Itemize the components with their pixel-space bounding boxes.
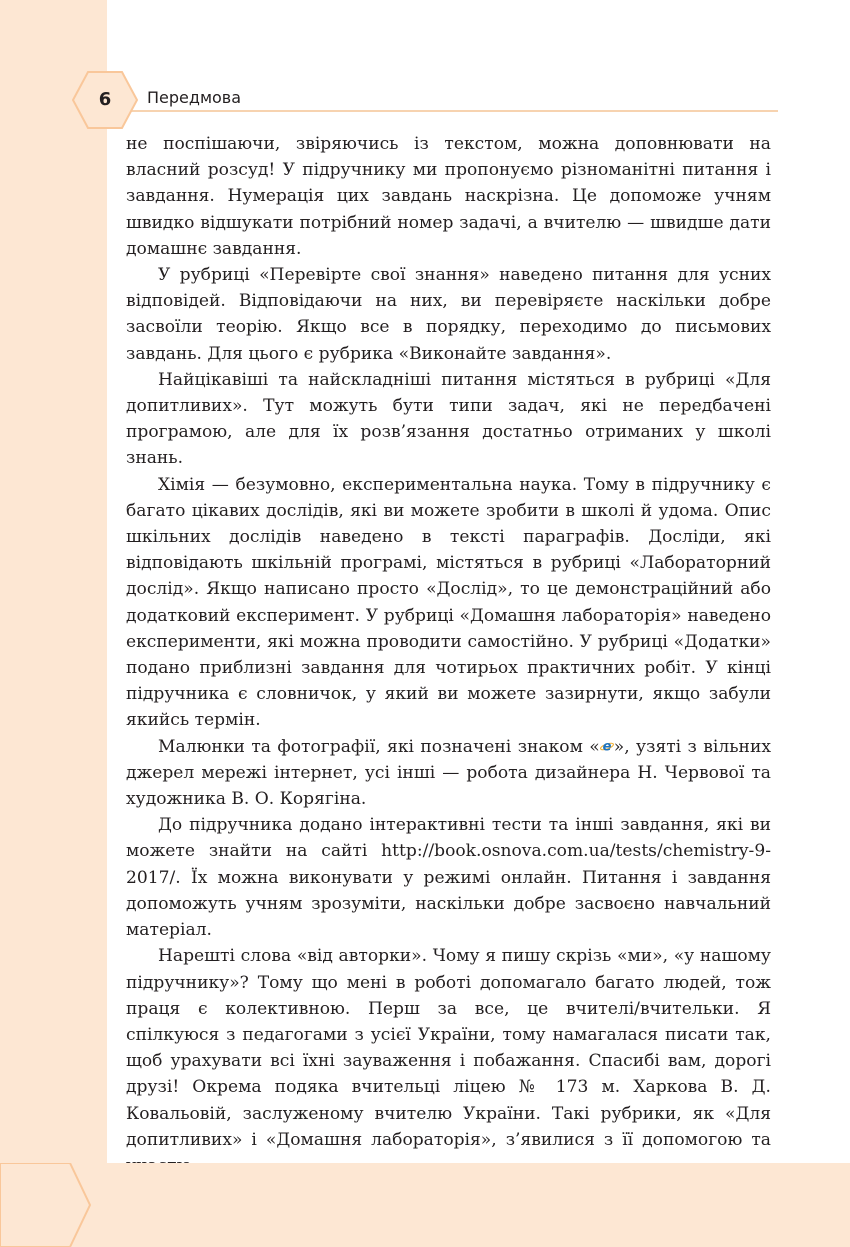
- paragraph-6: До підручника додано інтерактивні тести та інші завдання, які ви можете знайти на сайті http://book.osnova.com.ua/tests/chemistry-9-2017/. Їх можна виконувати у режимі онлайн. Питання і завдання допоможуть учням зрозуміти, наскільки добре засвоєно навчальний матеріал.: [126, 815, 771, 941]
- paragraph-2: У рубриці «Перевірте свої знання» наведено питання для усних відповідей. Відповідаючи на них, ви перевіряєте наскільки добре засвоїли теорію. Якщо все в порядку, переходимо до письмових завдань. Для цього є рубрика «Виконайте завдання».: [126, 265, 771, 364]
- internet-explorer-e-icon: [600, 739, 614, 753]
- section-title: Передмова: [147, 88, 242, 107]
- paragraph-7: Нарешті слова «від авторки». Чому я пишу скрізь «ми», «у нашому підручнику»? Тому що мені в роботі допомагало багато людей, тож праця є колективною. Перш за все, це вчителі/вчительки. Я спілкуюся з педагогами з усієї України, тому намагалася писати так, щоб урахувати всі їхні зауваження і побажання. Спасибі вам, дорогі друзі! Окрема подяка вчительці ліцею № 173 м. Харкова В. Д. Ковальовій, заслуженому вчителю України. Такі рубрики, як «Для допитливих» і «Домашня лабораторія», з’явилися з її допомогою та: [126, 946, 771, 1150]
- left-decorative-strip: [0, 0, 107, 1247]
- page-number: 6: [98, 89, 112, 110]
- page-number-badge: [72, 70, 138, 130]
- paragraph-5: [126, 734, 771, 813]
- paragraph-3: Найцікавіші та найскладніші питання містяться в рубриці «Для допитливих». Тут можуть бути типи задач, які не передбачені програмою, але для їх розв’язання достатньо отриманих у школі знань.: [126, 369, 771, 469]
- paragraph-5-after: », узяті з вільних джерел мережі інтернет, усі інші — робота дизайнера Н. Червової та художника В. О. Корягіна.: [126, 736, 771, 810]
- paragraph-1: не поспішаючи, звіряючись із текстом, можна доповнювати на власний розсуд! У підручнику ми пропонуємо різноманітні питання і завдання. Нумерація цих завдань наскрізна. Це допоможе учням швидко відшукати потрібний номер задачі, а вчителю — швидше дати домашнє завдання.: [126, 134, 771, 259]
- paragraph-4: Хімія — безумовно, експериментальна наука. Тому в підручнику є багато цікавих дослідів, які ви можете зробити в школі й удома. Опис шкільних дослідів наведено в тексті параграфів. Досліди, які відповідають шкільній програмі, містяться в рубриці «Лабораторний дослід». Якщо написано просто «Дослід», то це демонстраційний або додатковий експеримент. У рубриці «Домашня лабораторія» наведено експерименти, які можна проводити самостійно. У рубриці «Додатки» подано приблизні завдання для чотирьох практичних робіт. У кінці підручника є словничок, у який ви можете зазирнути, якщо забули якийсь термін.: [126, 474, 771, 731]
- header-rule: [118, 110, 778, 112]
- svg-text:e: e: [602, 739, 612, 753]
- body-text: [126, 131, 771, 1205]
- footer-arrow-shape: [0, 1163, 110, 1247]
- paragraph-5-before: Малюнки та фотографії, які позначені знаком «: [158, 736, 600, 757]
- footer-band: [0, 1163, 850, 1247]
